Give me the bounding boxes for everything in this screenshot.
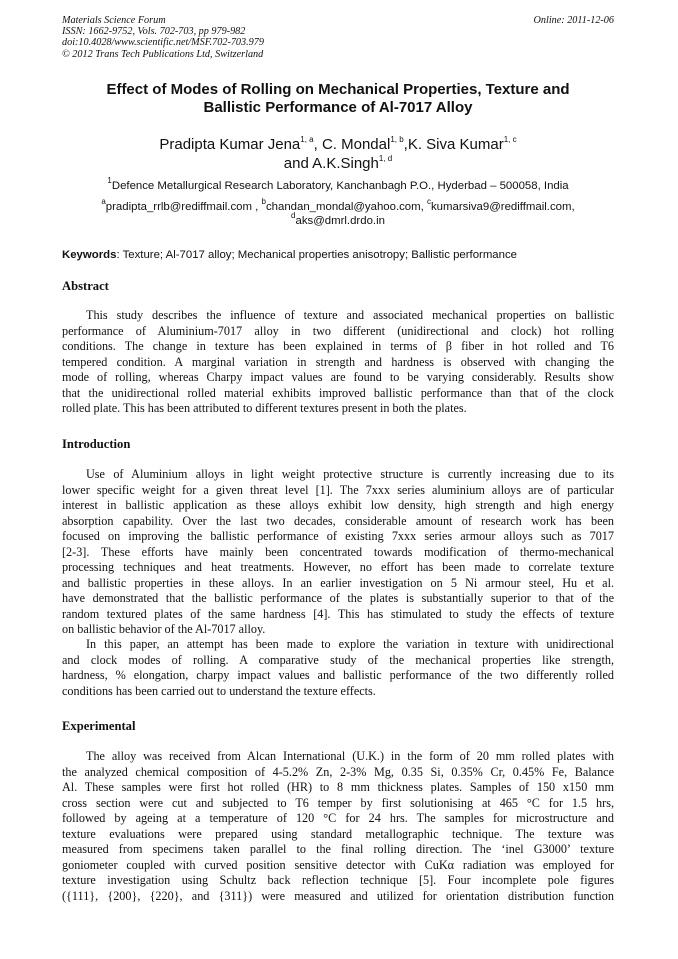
text-line: hardness, % elongation, charpy impact values and ballistic performance of the two differently rolled (62, 668, 614, 682)
introduction-heading: Introduction (62, 437, 131, 451)
author-name: ,K. Siva Kumar (403, 136, 504, 153)
text-line: processing techniques and heat treatments. However, no effort has been made to correlate texture (62, 560, 614, 574)
introduction-paragraph-2 (62, 637, 614, 699)
text-line: Al. These samples were first hot rolled (HR) to 8 mm thickness plates. Samples of 150 x150 mm (62, 780, 614, 794)
email-address: kumarsiva9@rediffmail.com, (430, 201, 575, 213)
text-line: goniometer coupled with curved position sensitive detector with CuKα radiation was employed for (62, 857, 614, 872)
email-address: pradipta_rrlb@rediffmail.com , (105, 201, 259, 213)
text-line: random textured plates of the same hardness [4]. This has stimulated to study the effects of texture (62, 606, 614, 621)
text-line: tempered condition. A marginal variation in strength and hardness is observed with changing the (62, 354, 614, 369)
text-line: In this paper, an attempt has been made to explore the variation in texture with unidirectional (86, 637, 614, 651)
text-line: rolled plate. This has been attributed to different textures present in both the plates. (62, 401, 467, 415)
email-mark: a (101, 197, 106, 207)
text-line: This study describes the influence of texture and associated mechanical properties on ballistic (86, 308, 614, 322)
author-affiliation-mark: 1, c (503, 135, 517, 144)
text-line: texture investigation using Schultz back reflection technique [5]. Four incomplete pole figures (62, 873, 614, 887)
text-line: conditions. The change in texture has been explained in terms of β fiber in hot rolled and T6 (62, 339, 614, 353)
abstract-heading: Abstract (62, 279, 109, 293)
email-mark: c (426, 197, 431, 207)
text-line: measured from specimens taken parallel to the final rolling direction. The ‘inel G3000’ texture (62, 842, 614, 856)
text-line: absorption capability. Over the last two decades, considerable amount of research work has been (62, 513, 614, 528)
paper-title (62, 81, 614, 117)
email-mark: d (291, 211, 296, 221)
author-line (62, 154, 614, 173)
author-line (62, 135, 614, 154)
introduction-paragraph-1 (62, 467, 614, 638)
text-line: cross section were cut and subjected to T6 temper by first solutionising at 465 °C for 1.5 hrs, (62, 795, 614, 810)
author-name: Pradipta Kumar Jena (159, 136, 301, 153)
affiliation-text: Defence Metallurgical Research Laboratory, Kanchanbagh P.O., Hyderbad – 500058, India (111, 180, 569, 192)
affiliation (62, 176, 614, 193)
text-line: and clock modes of rolling. A comparative study of the mechanical properties like strength, (62, 652, 614, 667)
email-address: aks@dmrl.drdo.in (295, 215, 385, 227)
abstract-body (62, 308, 614, 417)
author-list (62, 135, 614, 173)
keywords-label: Keywords (62, 249, 117, 261)
text-line: texture evaluations were prepared using standard metallographic technique. The texture was (62, 826, 614, 841)
title-line: Ballistic Performance of Al-7017 Alloy (203, 99, 473, 116)
keywords-text: : Texture; Al-7017 alloy; Mechanical properties anisotropy; Ballistic performance (116, 249, 518, 261)
author-name: and A.K.Singh (283, 155, 379, 172)
text-line: mode of rolling, whereas Charpy impact values are found to be varying considerably. Results show (62, 370, 614, 384)
email-line (62, 211, 614, 228)
email-address: chandan_mondal@yahoo.com, (265, 201, 424, 213)
author-emails (62, 197, 614, 228)
keywords (62, 248, 622, 262)
affiliation-mark: 1 (107, 176, 112, 186)
journal-name: Materials Science Forum (62, 15, 166, 26)
text-line: on ballistic behavior of the Al-7017 alloy. (62, 622, 266, 636)
text-line: lower specific weight for a given threat level [1]. The 7xxx series aluminium alloys are of particular (62, 482, 614, 497)
email-mark: b (261, 197, 266, 207)
title-line: Effect of Modes of Rolling on Mechanical Properties, Texture and (106, 81, 570, 98)
text-line: The alloy was received from Alcan International (U.K.) in the form of 20 mm rolled plates with (86, 749, 614, 763)
text-line: Use of Aluminium alloys in light weight protective structure is currently increasing due to its (86, 467, 614, 481)
online-date: Online: 2011-12-06 (533, 15, 614, 26)
text-line: have demonstrated that the ballistic performance of the plates is substantially superior to that of the (62, 591, 614, 605)
experimental-body (62, 749, 614, 904)
text-line: that the unidirectional rolled material exhibits improved ballistic performance than that of the clock (62, 385, 614, 400)
text-line: followed by ageing at a temperature of 120 °C for 24 hrs. The samples for microstructure and (62, 811, 614, 825)
email-line (62, 197, 614, 214)
text-line: interest in ballistic application as these alloys exhibit low density, high strength and high energy (62, 498, 614, 512)
text-line: focused on improving the ballistic performance of existing 7xxx series armour alloys such as 7017 (62, 529, 614, 543)
experimental-heading: Experimental (62, 719, 136, 733)
text-line: ({111}, {200}, {220}, and {311}) were measured and utilized for orientation distribution function (62, 888, 614, 903)
author-name: , C. Mondal (313, 136, 391, 153)
text-line: conditions has been carried out to understand the texture effects. (62, 683, 376, 698)
text-line: performance of Aluminium-7017 alloy in two different (unidirectional and clock) hot rolling (62, 323, 614, 338)
author-affiliation-mark: 1, b (390, 135, 404, 144)
issn: ISSN: 1662-9752, Vols. 702-703, pp 979-982 (62, 26, 246, 38)
text-line: and ballistic properties in these alloys. In an earlier investigation on 5 Ni armour steel, Hu et al. (62, 575, 614, 590)
copyright: © 2012 Trans Tech Publications Ltd, Switzerland (62, 48, 264, 60)
doi: doi:10.4028/www.scientific.net/MSF.702-703.979 (62, 37, 264, 49)
author-affiliation-mark: 1, d (378, 154, 393, 163)
text-line: the analyzed chemical composition of 4-5.2% Zn, 2-3% Mg, 0.35 Si, 0.35% Cr, 0.45% Fe, Balance (62, 764, 614, 779)
author-affiliation-mark: 1, a (300, 135, 314, 144)
journal-header (62, 15, 264, 60)
text-line: [2-3]. These efforts have mainly been concentrated towards modification of thermo-mechanical (62, 544, 614, 559)
